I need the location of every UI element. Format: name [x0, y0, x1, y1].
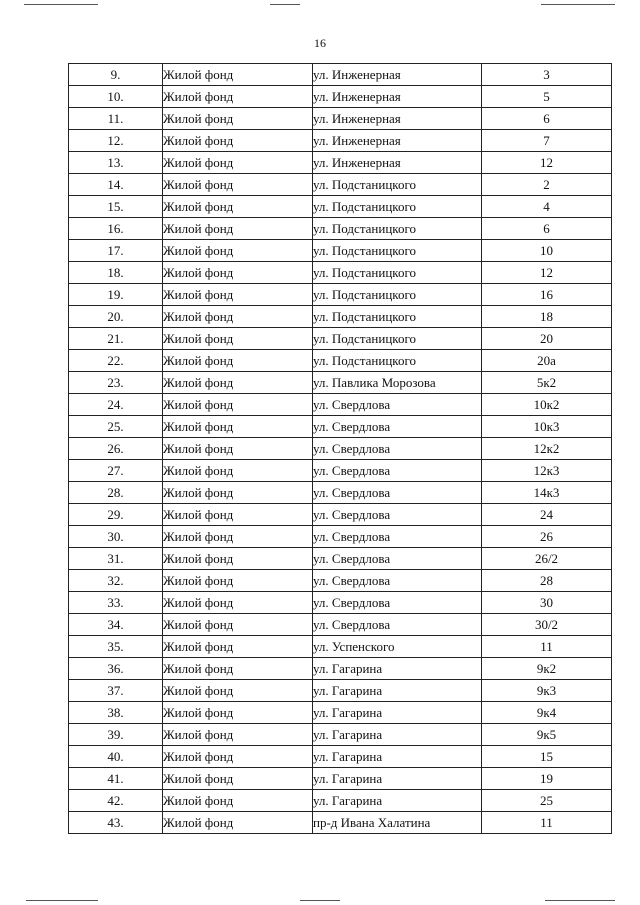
street-name: пр-д Ивана Халатина	[313, 812, 482, 834]
row-number: 23.	[69, 372, 163, 394]
street-name: ул. Свердлова	[313, 460, 482, 482]
street-name: ул. Свердлова	[313, 438, 482, 460]
table-row	[69, 218, 612, 240]
scan-edge-mark	[300, 900, 340, 901]
table-row	[69, 64, 612, 86]
object-type: Жилой фонд	[163, 460, 313, 482]
row-number: 17.	[69, 240, 163, 262]
object-type: Жилой фонд	[163, 350, 313, 372]
house-number: 10	[482, 240, 612, 262]
scan-edge-mark	[26, 900, 98, 901]
object-type: Жилой фонд	[163, 284, 313, 306]
page-number: 16	[314, 36, 326, 50]
house-number: 9к4	[482, 702, 612, 724]
table-row	[69, 504, 612, 526]
house-number: 9к2	[482, 658, 612, 680]
table-row	[69, 790, 612, 812]
house-number: 12	[482, 262, 612, 284]
house-number: 19	[482, 768, 612, 790]
row-number: 15.	[69, 196, 163, 218]
house-number: 5к2	[482, 372, 612, 394]
house-number: 26/2	[482, 548, 612, 570]
object-type: Жилой фонд	[163, 526, 313, 548]
house-number: 14к3	[482, 482, 612, 504]
house-number: 15	[482, 746, 612, 768]
house-number: 16	[482, 284, 612, 306]
house-number: 5	[482, 86, 612, 108]
object-type: Жилой фонд	[163, 86, 313, 108]
house-number: 3	[482, 64, 612, 86]
row-number: 28.	[69, 482, 163, 504]
house-number: 25	[482, 790, 612, 812]
object-type: Жилой фонд	[163, 328, 313, 350]
scan-edge-mark	[545, 900, 615, 901]
row-number: 42.	[69, 790, 163, 812]
street-name: ул. Подстаницкого	[313, 306, 482, 328]
object-type: Жилой фонд	[163, 658, 313, 680]
street-name: ул. Инженерная	[313, 108, 482, 130]
row-number: 36.	[69, 658, 163, 680]
street-name: ул. Свердлова	[313, 394, 482, 416]
object-type: Жилой фонд	[163, 636, 313, 658]
scan-edge-mark	[541, 4, 615, 5]
street-name: ул. Успенского	[313, 636, 482, 658]
table-row	[69, 416, 612, 438]
object-type: Жилой фонд	[163, 570, 313, 592]
object-type: Жилой фонд	[163, 108, 313, 130]
row-number: 14.	[69, 174, 163, 196]
house-number: 10к2	[482, 394, 612, 416]
table-row	[69, 614, 612, 636]
object-type: Жилой фонд	[163, 702, 313, 724]
table-row	[69, 592, 612, 614]
table-row	[69, 658, 612, 680]
row-number: 31.	[69, 548, 163, 570]
row-number: 43.	[69, 812, 163, 834]
table-row	[69, 284, 612, 306]
table-row	[69, 306, 612, 328]
street-name: ул. Свердлова	[313, 548, 482, 570]
table-row	[69, 350, 612, 372]
street-name: ул. Подстаницкого	[313, 218, 482, 240]
table-row	[69, 746, 612, 768]
row-number: 38.	[69, 702, 163, 724]
row-number: 27.	[69, 460, 163, 482]
row-number: 19.	[69, 284, 163, 306]
street-name: ул. Гагарина	[313, 724, 482, 746]
house-number: 2	[482, 174, 612, 196]
table-row	[69, 174, 612, 196]
object-type: Жилой фонд	[163, 416, 313, 438]
table-row	[69, 812, 612, 834]
object-type: Жилой фонд	[163, 482, 313, 504]
house-number: 4	[482, 196, 612, 218]
object-type: Жилой фонд	[163, 152, 313, 174]
street-name: ул. Инженерная	[313, 152, 482, 174]
house-number: 28	[482, 570, 612, 592]
house-number: 9к5	[482, 724, 612, 746]
row-number: 18.	[69, 262, 163, 284]
street-name: ул. Свердлова	[313, 482, 482, 504]
street-name: ул. Свердлова	[313, 504, 482, 526]
table-row	[69, 196, 612, 218]
house-number: 20а	[482, 350, 612, 372]
row-number: 24.	[69, 394, 163, 416]
row-number: 21.	[69, 328, 163, 350]
object-type: Жилой фонд	[163, 174, 313, 196]
object-type: Жилой фонд	[163, 746, 313, 768]
row-number: 33.	[69, 592, 163, 614]
house-number: 24	[482, 504, 612, 526]
housing-registry-table	[68, 63, 612, 834]
object-type: Жилой фонд	[163, 372, 313, 394]
street-name: ул. Свердлова	[313, 570, 482, 592]
house-number: 6	[482, 108, 612, 130]
table-row	[69, 768, 612, 790]
row-number: 32.	[69, 570, 163, 592]
house-number: 6	[482, 218, 612, 240]
row-number: 39.	[69, 724, 163, 746]
object-type: Жилой фонд	[163, 240, 313, 262]
street-name: ул. Гагарина	[313, 746, 482, 768]
street-name: ул. Свердлова	[313, 592, 482, 614]
scan-edge-mark	[270, 4, 300, 5]
table-row	[69, 526, 612, 548]
house-number: 11	[482, 812, 612, 834]
object-type: Жилой фонд	[163, 548, 313, 570]
house-number: 12	[482, 152, 612, 174]
object-type: Жилой фонд	[163, 438, 313, 460]
table-body	[69, 64, 612, 834]
row-number: 37.	[69, 680, 163, 702]
row-number: 41.	[69, 768, 163, 790]
table-row	[69, 636, 612, 658]
street-name: ул. Подстаницкого	[313, 350, 482, 372]
row-number: 35.	[69, 636, 163, 658]
row-number: 9.	[69, 64, 163, 86]
row-number: 25.	[69, 416, 163, 438]
object-type: Жилой фонд	[163, 812, 313, 834]
street-name: ул. Гагарина	[313, 790, 482, 812]
row-number: 22.	[69, 350, 163, 372]
table-row	[69, 240, 612, 262]
table-row	[69, 86, 612, 108]
object-type: Жилой фонд	[163, 504, 313, 526]
object-type: Жилой фонд	[163, 196, 313, 218]
row-number: 12.	[69, 130, 163, 152]
house-number: 11	[482, 636, 612, 658]
street-name: ул. Свердлова	[313, 416, 482, 438]
street-name: ул. Подстаницкого	[313, 284, 482, 306]
house-number: 12к2	[482, 438, 612, 460]
row-number: 26.	[69, 438, 163, 460]
house-number: 9к3	[482, 680, 612, 702]
street-name: ул. Инженерная	[313, 86, 482, 108]
object-type: Жилой фонд	[163, 724, 313, 746]
table-row	[69, 108, 612, 130]
row-number: 11.	[69, 108, 163, 130]
house-number: 20	[482, 328, 612, 350]
object-type: Жилой фонд	[163, 130, 313, 152]
row-number: 13.	[69, 152, 163, 174]
table-row	[69, 460, 612, 482]
house-number: 12к3	[482, 460, 612, 482]
house-number: 30/2	[482, 614, 612, 636]
street-name: ул. Подстаницкого	[313, 328, 482, 350]
object-type: Жилой фонд	[163, 790, 313, 812]
street-name: ул. Подстаницкого	[313, 240, 482, 262]
table-row	[69, 438, 612, 460]
object-type: Жилой фонд	[163, 218, 313, 240]
table-row	[69, 702, 612, 724]
house-number: 10к3	[482, 416, 612, 438]
table-row	[69, 724, 612, 746]
street-name: ул. Гагарина	[313, 702, 482, 724]
street-name: ул. Подстаницкого	[313, 174, 482, 196]
street-name: ул. Подстаницкого	[313, 196, 482, 218]
row-number: 10.	[69, 86, 163, 108]
street-name: ул. Гагарина	[313, 768, 482, 790]
row-number: 30.	[69, 526, 163, 548]
table-row	[69, 680, 612, 702]
object-type: Жилой фонд	[163, 614, 313, 636]
object-type: Жилой фонд	[163, 64, 313, 86]
street-name: ул. Свердлова	[313, 526, 482, 548]
object-type: Жилой фонд	[163, 592, 313, 614]
street-name: ул. Гагарина	[313, 680, 482, 702]
table-row	[69, 262, 612, 284]
street-name: ул. Павлика Морозова	[313, 372, 482, 394]
table-row	[69, 570, 612, 592]
object-type: Жилой фонд	[163, 680, 313, 702]
object-type: Жилой фонд	[163, 306, 313, 328]
scan-edge-mark	[24, 4, 98, 5]
object-type: Жилой фонд	[163, 394, 313, 416]
table-row	[69, 328, 612, 350]
street-name: ул. Инженерная	[313, 64, 482, 86]
street-name: ул. Свердлова	[313, 614, 482, 636]
table-row	[69, 130, 612, 152]
table-row	[69, 482, 612, 504]
row-number: 40.	[69, 746, 163, 768]
table-row	[69, 372, 612, 394]
street-name: ул. Подстаницкого	[313, 262, 482, 284]
house-number: 30	[482, 592, 612, 614]
house-number: 26	[482, 526, 612, 548]
row-number: 16.	[69, 218, 163, 240]
house-number: 18	[482, 306, 612, 328]
row-number: 29.	[69, 504, 163, 526]
row-number: 20.	[69, 306, 163, 328]
object-type: Жилой фонд	[163, 262, 313, 284]
table-row	[69, 394, 612, 416]
row-number: 34.	[69, 614, 163, 636]
object-type: Жилой фонд	[163, 768, 313, 790]
table-row	[69, 548, 612, 570]
table-row	[69, 152, 612, 174]
street-name: ул. Инженерная	[313, 130, 482, 152]
street-name: ул. Гагарина	[313, 658, 482, 680]
house-number: 7	[482, 130, 612, 152]
